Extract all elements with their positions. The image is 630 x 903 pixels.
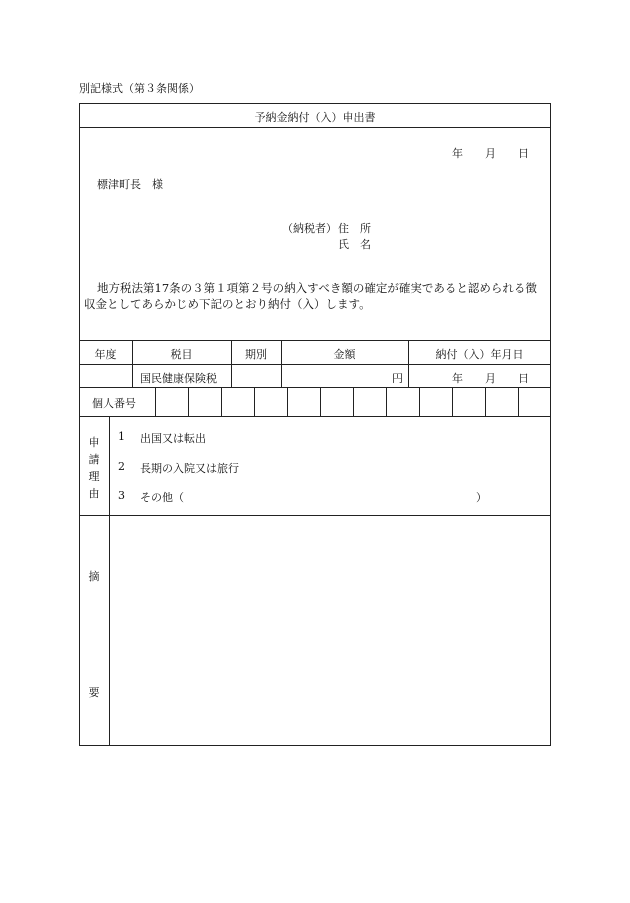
addressee: 標津町長 様	[97, 178, 163, 191]
digit-box-divider	[287, 387, 288, 416]
header-amount: 金額	[333, 348, 356, 361]
payment-date-value: 年 月 日	[452, 372, 529, 385]
digit-box-divider	[452, 387, 453, 416]
divider	[79, 515, 551, 516]
reason-item-number: 2	[118, 460, 125, 473]
amount-unit: 円	[392, 372, 403, 385]
header-year: 年度	[94, 348, 117, 361]
form-title: 予納金納付（入）申出書	[254, 111, 376, 124]
digit-box-divider	[353, 387, 354, 416]
digit-box-divider	[188, 387, 189, 416]
reason-label-char: 請	[88, 453, 100, 466]
reason-item-number: 3	[118, 489, 125, 502]
reason-label-char: 由	[88, 487, 100, 500]
digit-box-divider	[155, 387, 156, 416]
header-payment-date: 納付（入）年月日	[435, 348, 524, 361]
form-frame	[79, 103, 551, 746]
digit-box-divider	[221, 387, 222, 416]
divider	[79, 416, 551, 417]
reason-label-char: 申	[88, 436, 100, 449]
divider	[79, 364, 551, 365]
header-period: 期別	[245, 348, 267, 361]
digit-box-divider	[254, 387, 255, 416]
body-text-line2: 収金としてあらかじめ下記のとおり納付（入）します。	[84, 297, 371, 311]
remarks-label-top: 摘	[88, 570, 100, 583]
header-tax-item: 税目	[170, 348, 193, 361]
digit-box-divider	[485, 387, 486, 416]
reason-item-text: 長期の入院又は旅行	[140, 462, 239, 475]
form-style-label: 別記様式（第３条関係）	[79, 82, 200, 95]
personal-number-label: 個人番号	[92, 397, 136, 410]
reason-item-text: その他（	[140, 491, 184, 504]
address-label: 住 所	[338, 222, 371, 235]
digit-box-divider	[419, 387, 420, 416]
reason-item-text: 出国又は転出	[140, 432, 206, 445]
digit-box-divider	[320, 387, 321, 416]
divider	[79, 387, 551, 388]
submission-date: 年 月 日	[452, 147, 529, 160]
reason-label-char: 理	[88, 470, 100, 483]
name-label: 氏 名	[338, 238, 371, 251]
digit-box-divider	[518, 387, 519, 416]
reason-close-paren: ）	[476, 491, 487, 504]
taxpayer-label: （納税者）	[282, 222, 337, 235]
tax-item-value: 国民健康保険税	[140, 372, 217, 385]
digit-box-divider	[386, 387, 387, 416]
divider	[79, 127, 551, 128]
reason-item-number: 1	[118, 430, 125, 443]
divider	[79, 340, 551, 341]
remarks-label-bottom: 要	[88, 686, 100, 699]
body-text-line1: 地方税法第17条の３第１項第２号の納入すべき額の確定が確実であると認められる徴	[97, 281, 537, 295]
label-column-divider	[109, 416, 110, 746]
